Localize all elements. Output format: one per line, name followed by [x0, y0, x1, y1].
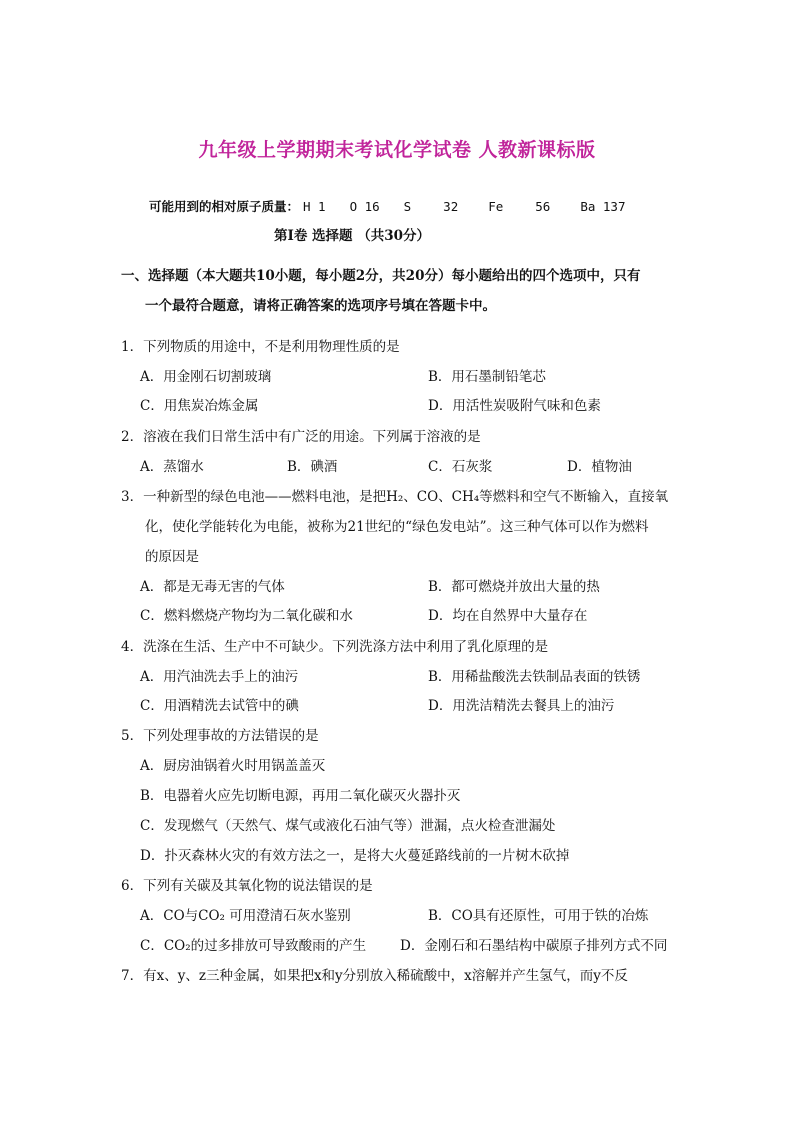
question-stem: 2．溶液在我们日常生活中有广泛的用途。下列属于溶液的是 [121, 429, 481, 445]
option-b: B．用石墨制铅笔芯 [428, 369, 546, 385]
option-b: B．用稀盐酸洗去铁制品表面的铁锈 [428, 669, 641, 685]
option-d: D．扑灭森林火灾的有效方法之一，是将大火蔓延路线前的一片树木砍掉 [140, 848, 570, 864]
question-stem: 4．洗涤在生活、生产中不可缺少。下列洗涤方法中利用了乳化原理的是 [121, 639, 549, 655]
option-a: A．CO与CO₂ 可用澄清石灰水鉴别 [140, 908, 351, 924]
instruction-line: 一、选择题（本大题共10小题，每小题2分，共20分）每小题给出的四个选项中，只有 [121, 268, 641, 284]
option-b: B．都可燃烧并放出大量的热 [428, 579, 600, 595]
question-stem: 1．下列物质的用途中，不是利用物理性质的是 [121, 339, 400, 355]
atomic-mass-value: 56 [535, 199, 551, 214]
atomic-mass-value: 32 [443, 199, 459, 214]
option-a: A．厨房油锅着火时用锅盖盖灭 [140, 758, 326, 774]
page-title: 九年级上学期期末考试化学试卷 人教新课标版 [198, 139, 596, 161]
option-b: B．CO具有还原性，可用于铁的冶炼 [428, 908, 649, 924]
question-stem: 3．一种新型的绿色电池——燃料电池，是把H₂、CO、CH₄等燃料和空气不断输入，直接氧 [121, 489, 669, 505]
question-stem: 的原因是 [145, 549, 199, 565]
option-d: D．金刚石和石墨结构中碳原子排列方式不同 [400, 938, 668, 954]
question-stem: 5．下列处理事故的方法错误的是 [121, 728, 319, 744]
option-a: A．用金刚石切割玻璃 [140, 369, 272, 385]
atomic-mass-value: O 16 [349, 199, 380, 214]
option-d: D．植物油 [567, 459, 632, 475]
question-stem: 7．有x、y、z三种金属，如果把x和y分别放入稀硫酸中，x溶解并产生氢气，而y不反 [121, 968, 628, 984]
atomic-mass-value: S [403, 199, 412, 214]
option-c: C．发现燃气（天然气、煤气或液化石油气等）泄漏，点火检查泄漏处 [140, 818, 556, 834]
atomic-mass-line [149, 197, 625, 215]
question-stem: 化，使化学能转化为电能，被称为21世纪的“绿色发电站”。这三种气体可以作为燃料 [145, 519, 649, 535]
option-c: C．用酒精洗去试管中的碘 [140, 698, 299, 714]
option-c: C．石灰浆 [428, 459, 493, 475]
option-d: D．用洗洁精洗去餐具上的油污 [428, 698, 615, 714]
option-c: C．CO₂的过多排放可导致酸雨的产生 [140, 938, 367, 954]
atomic-mass-value: H 1 [303, 199, 326, 214]
atomic-mass-value: Ba 137 [580, 199, 626, 214]
option-c: C．燃料燃烧产物均为二氧化碳和水 [140, 608, 353, 624]
atomic-mass-label: 可能用到的相对原子质量： [149, 199, 300, 214]
option-a: A．蒸馏水 [140, 459, 204, 475]
option-b: B．碘酒 [287, 459, 338, 475]
question-stem: 6．下列有关碳及其氧化物的说法错误的是 [121, 878, 373, 894]
instruction-line: 一个最符合题意，请将正确答案的选项序号填在答题卡中。 [145, 298, 496, 314]
section-header: 第Ⅰ卷 选择题 （共30分） [274, 228, 431, 244]
option-a: A．都是无毒无害的气体 [140, 579, 285, 595]
atomic-mass-value: Fe [488, 199, 504, 214]
option-b: B．电器着火应先切断电源，再用二氧化碳灭火器扑灭 [140, 788, 461, 804]
option-d: D．均在自然界中大量存在 [428, 608, 588, 624]
option-c: C．用焦炭冶炼金属 [140, 398, 259, 414]
option-d: D．用活性炭吸附气味和色素 [428, 398, 601, 414]
option-a: A．用汽油洗去手上的油污 [140, 669, 299, 685]
